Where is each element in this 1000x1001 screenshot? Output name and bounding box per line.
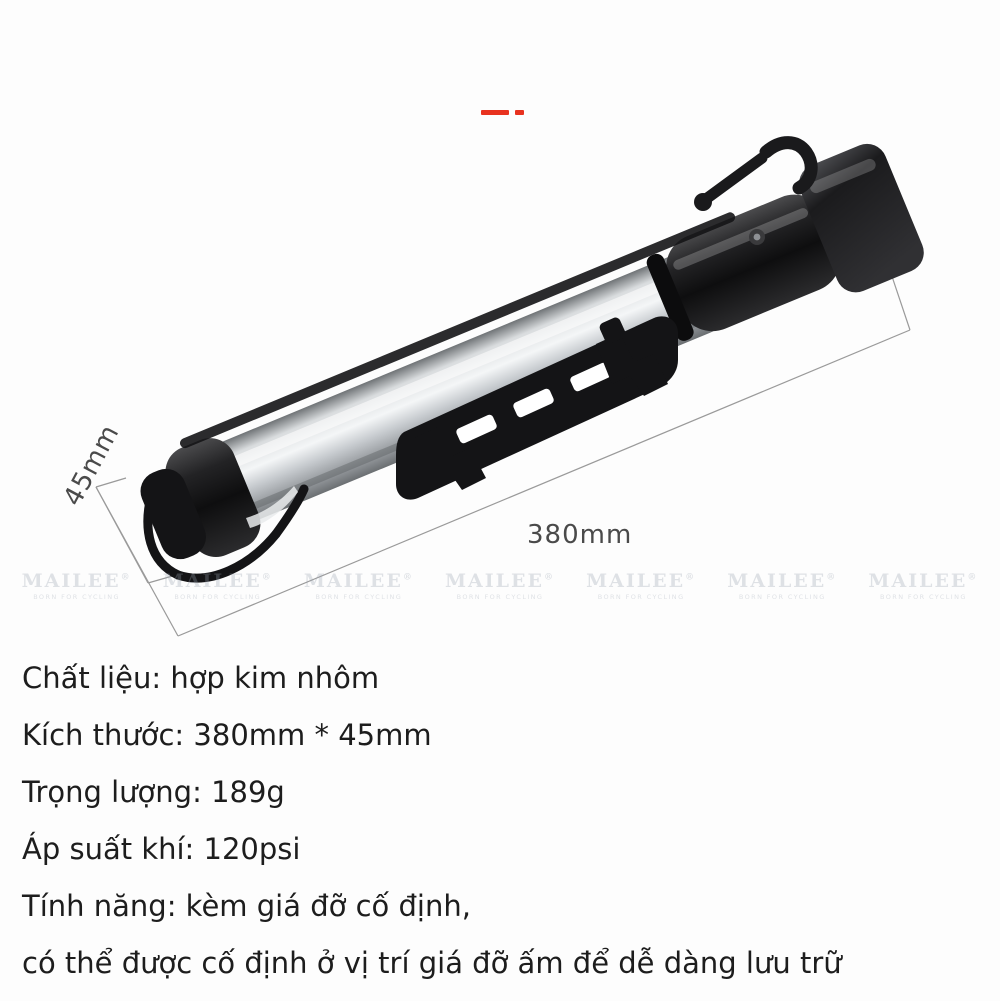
watermark-tagline: BORN FOR CYCLING	[738, 592, 826, 601]
watermark-row	[0, 565, 1000, 605]
watermark-item	[147, 570, 288, 601]
watermark-item	[712, 570, 853, 601]
watermark-brand: MAILEE	[727, 569, 827, 592]
watermark-brand: MAILEE	[586, 569, 686, 592]
watermark-item	[429, 570, 570, 601]
watermark-tagline: BORN FOR CYCLING	[174, 592, 262, 601]
watermark-registered-icon: ®	[967, 572, 979, 583]
watermark-item	[6, 570, 147, 601]
watermark-brand: MAILEE	[303, 569, 403, 592]
watermark-tagline: BORN FOR CYCLING	[33, 592, 120, 601]
length-dimension-label: 380mm	[527, 520, 633, 550]
watermark-brand: MAILEE	[162, 569, 262, 592]
watermark-registered-icon: ®	[261, 572, 273, 583]
spec-size: Kích thước: 380mm * 45mm	[22, 718, 432, 752]
watermark-item	[288, 570, 429, 601]
watermark-item	[853, 570, 994, 601]
watermark-registered-icon: ®	[685, 572, 697, 583]
spec-feature-1: Tính năng: kèm giá đỡ cố định,	[22, 889, 471, 923]
watermark-registered-icon: ®	[826, 572, 838, 583]
spec-weight: Trọng lượng: 189g	[22, 775, 285, 809]
watermark-tagline: BORN FOR CYCLING	[315, 592, 403, 601]
spec-feature-2: có thể được cố định ở vị trí giá đỡ ấm để dễ dàng lưu trữ	[22, 946, 842, 980]
watermark-brand: MAILEE	[868, 569, 968, 592]
watermark-tagline: BORN FOR CYCLING	[880, 592, 967, 601]
spec-material: Chất liệu: hợp kim nhôm	[22, 661, 380, 695]
watermark-tagline: BORN FOR CYCLING	[456, 592, 544, 601]
watermark-registered-icon: ®	[543, 572, 555, 583]
pump-body	[130, 138, 930, 578]
watermark-registered-icon: ®	[120, 572, 132, 583]
spec-pressure: Áp suất khí: 120psi	[22, 832, 301, 866]
watermark-brand: MAILEE	[21, 569, 121, 592]
diameter-dimension-label: 45mm	[58, 419, 126, 512]
watermark-tagline: BORN FOR CYCLING	[597, 592, 685, 601]
specification-list	[22, 650, 982, 992]
watermark-item	[571, 570, 712, 601]
watermark-registered-icon: ®	[402, 572, 414, 583]
watermark-brand: MAILEE	[445, 569, 544, 592]
